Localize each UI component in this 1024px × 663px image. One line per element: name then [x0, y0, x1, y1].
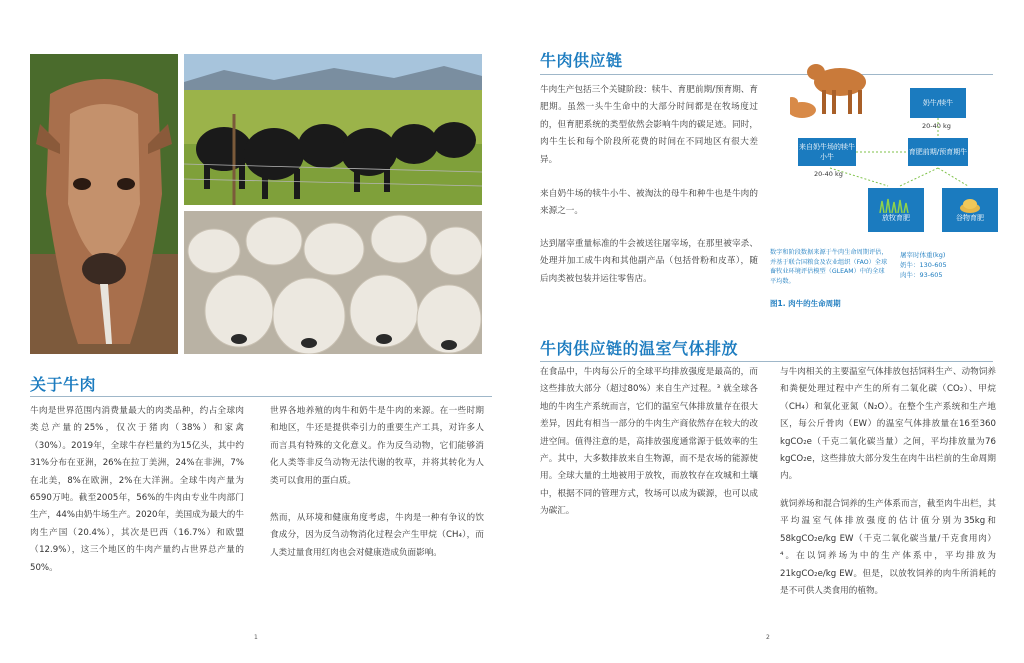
- figure-legend: 数字和阶段数据来源于牛肉生命周期评估，并基于联合国粮食及农业组织（FAO）全球畜牧业环境评估模型（GLEAM）中的全球平均数。: [770, 249, 888, 285]
- ghg-heading: 牛肉供应链的温室气体排放: [540, 339, 739, 358]
- slaughter-weight-title: 屠宰时体重(kg): [900, 251, 946, 259]
- about-beef-heading: 关于牛肉: [30, 375, 97, 394]
- slaughter-weight-beef: 肉牛：93-605: [900, 271, 943, 279]
- brahman-cow-photo: [30, 54, 178, 354]
- nelore-cattle-photo: [184, 211, 482, 354]
- heading-rule: [30, 396, 492, 397]
- about-beef-col1: 牛肉是世界范围内消费量最大的肉类品种，约占全球肉类总产量的25%，仅次于猪肉（38%）和家禽（30%）。2019年，全球牛存栏量约为15亿头，其中约31%分布在亚洲，26%在拉丁美洲，24%在非洲，7%在北美，8%在欧洲，2%在大洋洲。全球牛肉产量为6590万吨。截至2005年，56%的牛肉由专业牛肉部门生产，44%由奶牛场生产。2020年，美国成为最大的牛肉生产国（20.4%），其次是巴西（16.7%）和欧盟（12.9%），这三个地区的牛肉产量约占世界总产量的50%。: [30, 406, 244, 573]
- box-grain-finish: [942, 188, 998, 232]
- box-dairy-calves: 来自奶牛场的犊牛小牛: [798, 138, 856, 166]
- page-number: 2: [766, 634, 770, 641]
- figure-caption: 图1. 肉牛的生命周期: [770, 299, 841, 308]
- box-calf: 奶牛/犊牛: [910, 88, 966, 118]
- box-grain-label: 谷物育肥: [956, 214, 984, 222]
- box-grass-finish: [868, 188, 924, 232]
- box-prefinish: 育肥前期/预育期牛: [908, 138, 968, 166]
- ghg-col2b: 就饲养场和混合饲养的生产体系而言，截至肉牛出栏，其平均温室气体排放强度的估计值分别为35kg和58kgCO₂e/kg EW（千克二氧化碳当量/千克食用肉）⁴。在以饲养场为中的生产体系中，平均排放为21kgCO₂e/kg EW。但是，以放牧饲养的肉牛所消耗的是不可供人类食用的植物。: [780, 499, 996, 597]
- slaughter-weight-dairy: 奶牛：130-605: [900, 261, 947, 269]
- ghg-col2a: 与牛肉相关的主要温室气体排放包括饲料生产、动物饲养和粪便处理过程中产生的所有二氧化碳（CO₂）、甲烷（CH₄）和氧化亚氮（N₂O）。在整个生产系统和生产地区，每公斤骨肉（EW）的温室气体排放量在16至360 kgCO₂e（千克二氧化碳当量）之间，平均排放量为76 kgCO₂e，这些排放大部分发生在肉牛出栏前的生命周期内。: [780, 367, 996, 482]
- grass-icon: [878, 197, 914, 213]
- weight-calf: 20-40 kg: [922, 122, 951, 130]
- page-number: 1: [254, 634, 258, 641]
- supply-chain-para2: 来自奶牛场的犊牛小牛、被淘汰的母牛和种牛也是牛肉的来源之一。: [540, 189, 758, 217]
- heading-rule: [540, 361, 993, 362]
- grain-icon: [958, 197, 982, 213]
- about-beef-col2b: 然而，从环境和健康角度考虑，牛肉是一种有争议的饮食成分，因为反刍动物消化过程会产生甲烷（CH₄），而人类过量食用红肉也会对健康造成负面影响。: [270, 513, 484, 558]
- black-cattle-photo: [184, 54, 482, 205]
- supply-chain-heading: 牛肉供应链: [540, 51, 623, 70]
- weight-dairy: 20-40 kg: [814, 170, 843, 178]
- supply-chain-para1: 牛肉生产包括三个关键阶段：犊牛、育肥前期/预育期、育肥期。虽然一头牛生命中的大部分时间都是在牧场度过的，但育肥系统的类型依然会影响牛肉的碳足迹。同时，肉牛生长和每个阶段所花费的时间在不同地区有很大差异。: [540, 85, 758, 165]
- ghg-col1: 在食品中，牛肉每公斤的全球平均排放强度是最高的，而这些排放大部分（超过80%）来自生产过程。³ 就全球各地的牛肉生产系统而言，它们的温室气体排放量存在很大差异，因此有相当一部分的牛肉生产商依然存在较大的改进空间。值得注意的是，高排放强度通常源于低效率的生产。其中，大多数排放来自生物源，而不是农场的能源使用。全球大量的土地被用于放牧，而放牧存在攻城和土壤中，根据不同的管理方式，牧场可以成为碳源，也可以成为碳汇。: [540, 367, 758, 517]
- supply-chain-para3: 达到屠宰重量标准的牛会被送往屠宰场，在那里被宰杀、处理并加工成牛肉和其他副产品（包括骨粉和皮革），随后肉类被包装并运往零售店。: [540, 239, 758, 284]
- life-cycle-figure: [770, 50, 1000, 310]
- box-grass-label: 放牧育肥: [882, 214, 910, 222]
- about-beef-col2a: 世界各地养殖的肉牛和奶牛是牛肉的来源。在一些时期和地区，牛还是提供牵引力的重要生产工具，对许多人而言具有特殊的文化意义。作为反刍动物，它们能够消化人类等非反刍动物无法代谢的牧草，并将其转化为人类可以食用的蛋白质。: [270, 406, 484, 486]
- right-page: [512, 0, 1024, 663]
